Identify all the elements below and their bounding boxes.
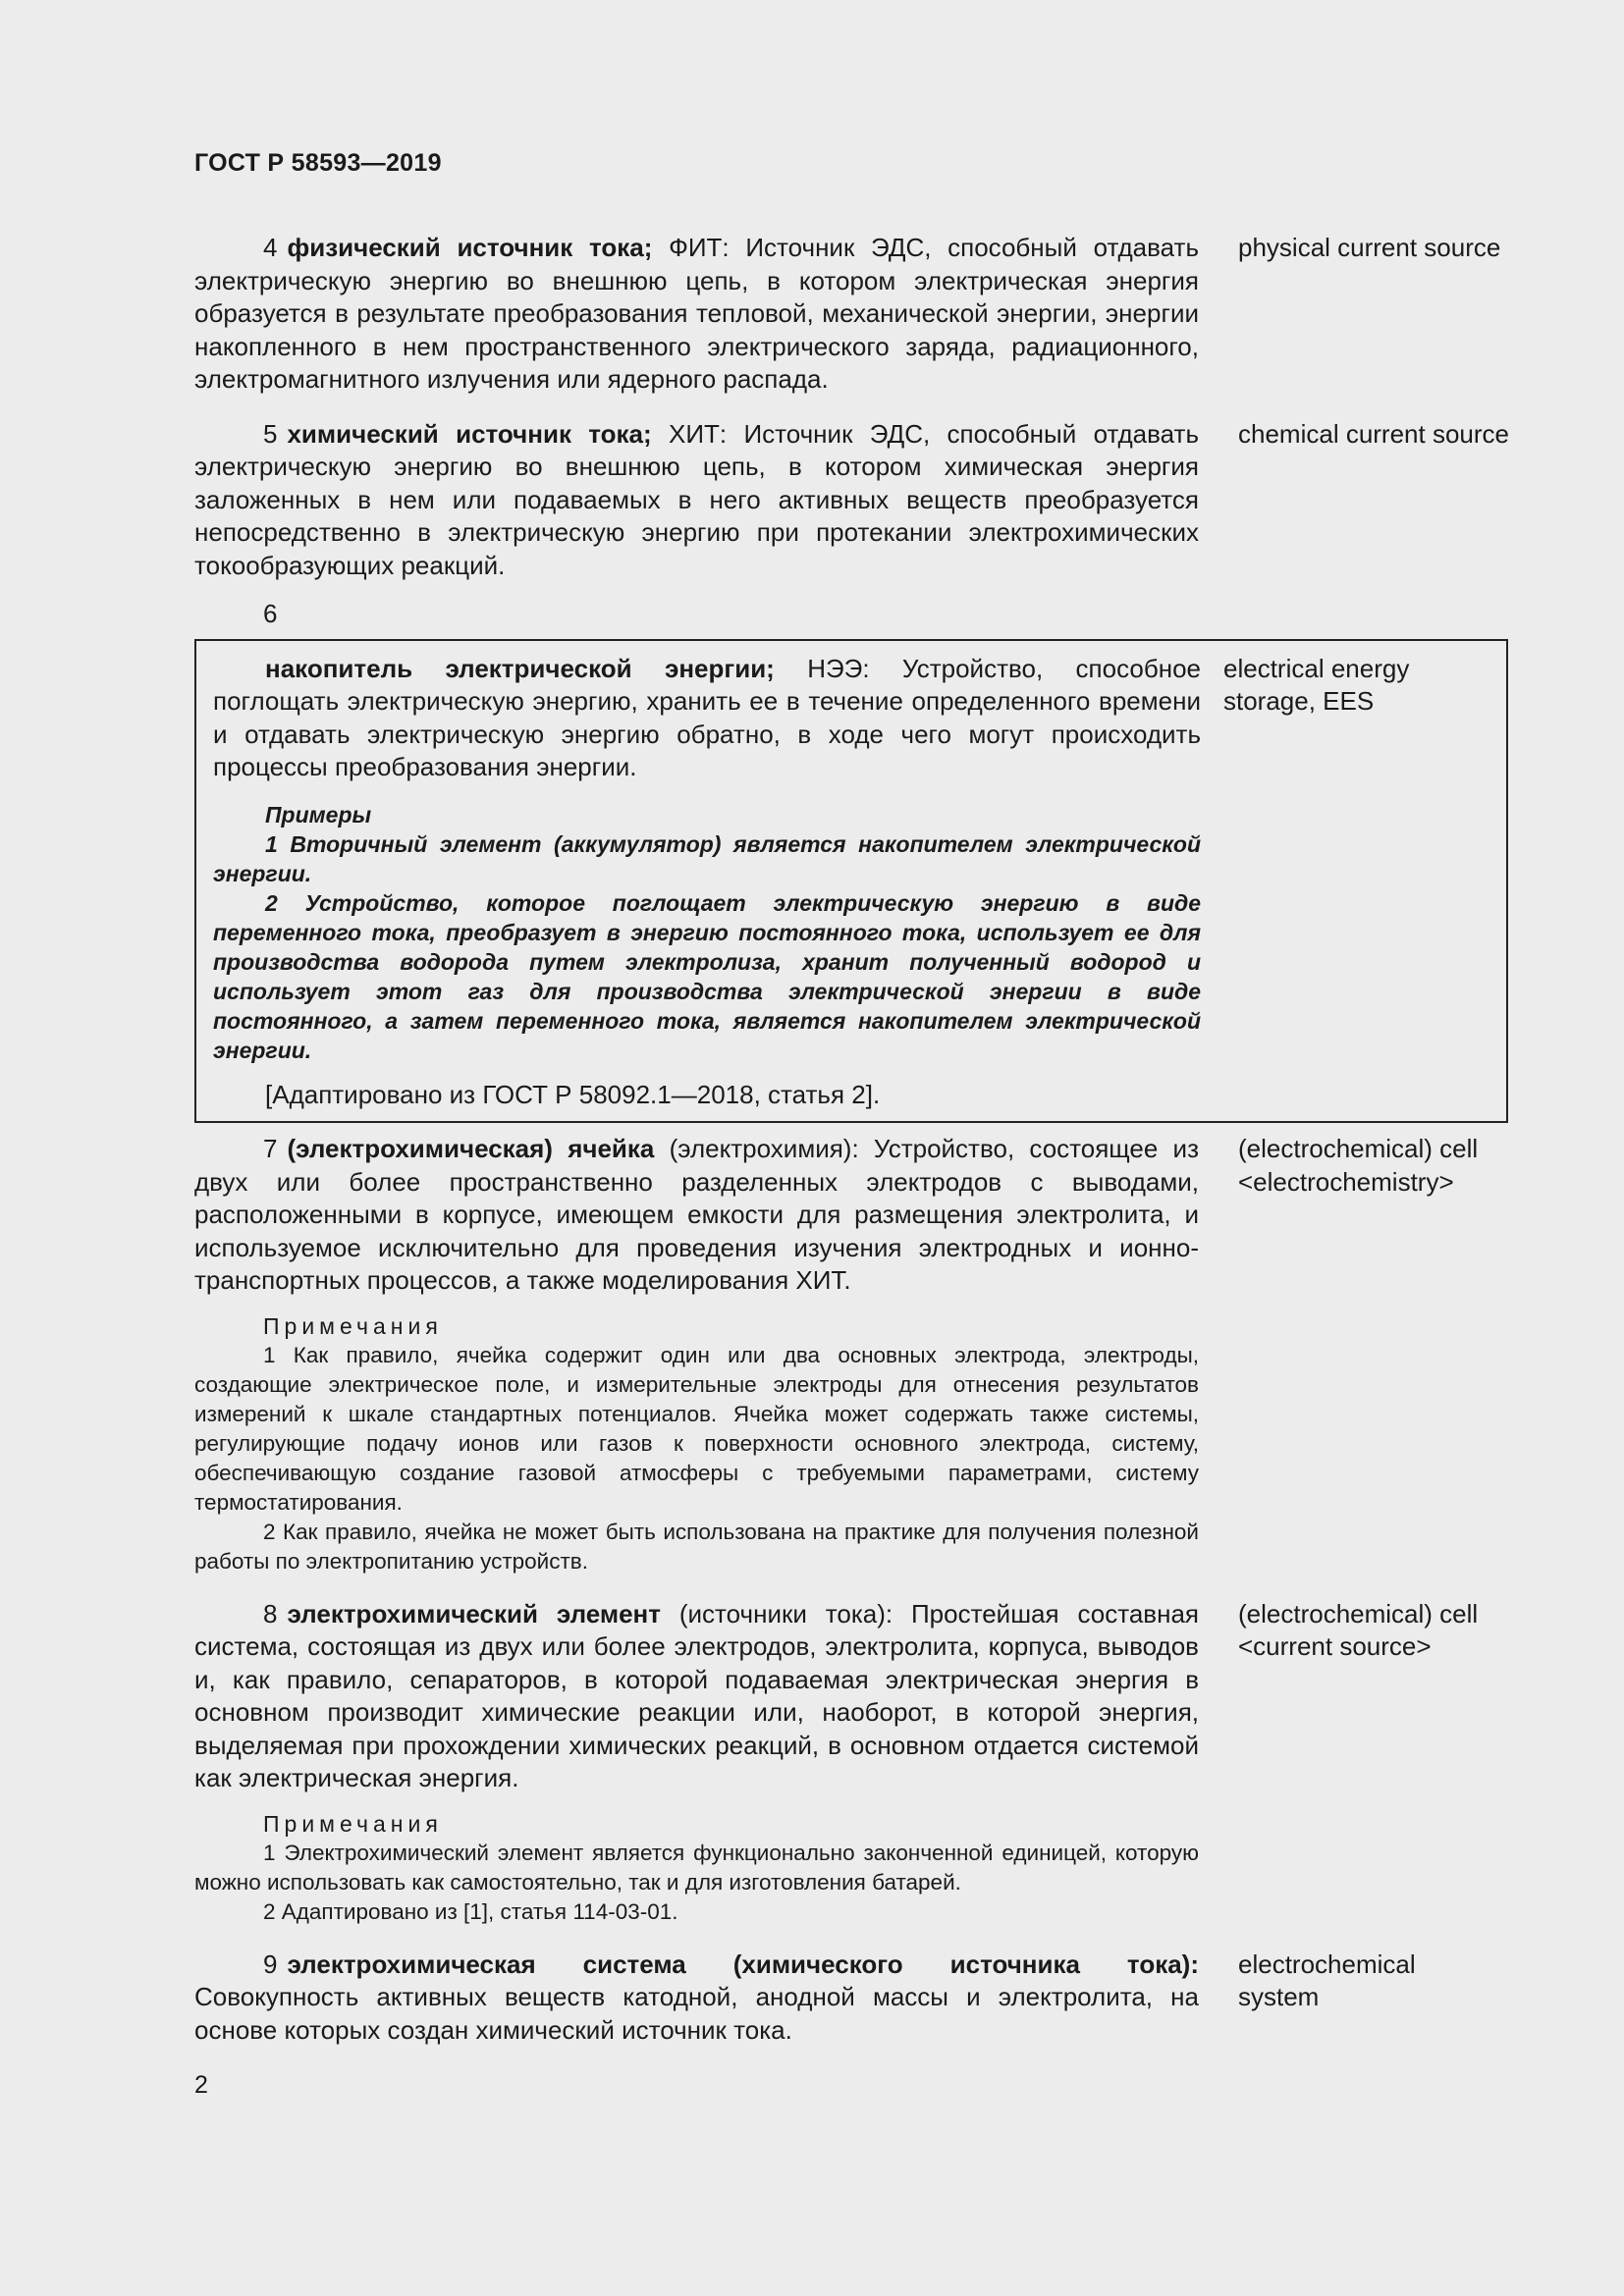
term-definition [194,1598,1199,1795]
note-2: 2 Как правило, ячейка не может быть использована на практике для получения полезной работы по электропитанию устройств. [194,1519,1199,1574]
page-number: 2 [194,2071,208,2099]
terms-list [194,232,1510,2047]
example-1: 1 Вторичный элемент (аккумулятор) является накопителем электрической энергии. [213,830,1201,886]
amended-term-box [194,639,1508,1124]
english-term: (electrochemical) cell [1238,1598,1479,1629]
note-2: 2 Адаптировано из [1], статья 114-03-01. [263,1898,678,1924]
english-equivalent [1238,1949,1523,2014]
term-number: 9 [263,1949,278,1979]
english-equivalent [1238,1598,1523,1664]
note-1: 1 Как правило, ячейка содержит один или два основных электрода, электроды, создающие электрическое поле, и измерительные электроды для отнесения результатов измерений к шкале стандартных потенциалов. Ячейка может содержать также системы, регулирующие подачу ионов или газов к поверхности основного электрода, систему, обеспечивающую создание газовой атмосферы с требуемыми параметрами, систему термостатирования. [194,1342,1199,1515]
term-number: 7 [263,1134,278,1163]
english-domain: <electrochemistry> [1238,1166,1454,1197]
term-name: (электрохимическая) ячейка [287,1134,655,1163]
definition-text: ФИТ: Источник ЭДС, способный отдавать электрическую энергию во внешнюю цепь, в котором электрическая энергия образуется в результате преобразования тепловой, механической энергии, энергии накопленного в нем пространственного электрического заряда, радиационного, электромагнитного излучения или ядерного распада. [194,233,1199,394]
term-number: 5 [263,418,278,449]
term-entry-4 [194,232,1510,397]
english-equivalent: electrical energy storage, EES [1223,653,1410,716]
term-name: накопитель электрической энергии; [265,653,775,683]
term-entry-9 [194,1949,1510,2048]
english-equivalent [1238,1133,1523,1199]
example-2: 2 Устройство, которое поглощает электрическую энергию в виде переменного тока, преобразует в энергию постоянного тока, использует ее для производства водорода путем электролиза, хранит полученный водород и использует этот газ для производства электрической энергии в виде постоянного, а затем переменного тока, является накопителем электрической энергии. [213,889,1201,1063]
term-definition [194,418,1199,583]
english-equivalent: chemical current source [1238,418,1509,449]
source-reference: [Адаптировано из ГОСТ Р 58092.1—2018, статья 2]. [265,1079,881,1109]
definition-text: НЭЭ: Устройство, способное поглощать электрическую энергию, хранить ее в течение определенного времени и отдавать электрическую энергию обратно, в ходе чего могут происходить процессы преобразования энергии. [213,653,1201,781]
term-name: химический источник тока; [287,418,652,449]
english-term: (electrochemical) cell [1238,1134,1479,1163]
term-entry-7 [194,1133,1510,1298]
definition-text: Совокупность активных веществ катодной, анодной массы и электролита, на основе которых создан химический источник тока. [194,1982,1199,2045]
english-domain: <current source> [1238,1631,1432,1661]
term-entry-5 [194,418,1510,583]
term-number-6: 6 [263,599,278,628]
term-number: 4 [263,233,278,262]
term-name: электрохимический элемент [287,1598,661,1629]
note-1: 1 Электрохимический элемент является функционально законченной единицей, которую можно использовать как самостоятельно, так и для изготовления батарей. [194,1840,1199,1895]
term-name: электрохимическая система (химического источника тока): [287,1949,1199,1979]
notes-title: Примечания [263,1810,443,1837]
term-definition [194,1133,1199,1298]
english-term: electrochemical [1238,1949,1416,1979]
term-name: физический источник тока; [287,233,653,262]
definition-text: (электрохимия): Устройство, состоящее из двух или более пространственно разделенных электродов с выводами, расположенными в корпусе, имеющем емкости для размещения электролита, и используемое исключительно для проведения изучения электродных и ионно-транспортных процессов, а также моделирования ХИТ. [194,1134,1200,1295]
english-term-cont: system [1238,1982,1320,2011]
definition-text: ХИТ: Источник ЭДС, способный отдавать электрическую энергию во внешнюю цепь, в котором химическая энергия заложенных в нем или подаваемых в него активных веществ преобразуется непосредственно в электрическую энергию при протекании электрохимических токообразующих реакций. [194,418,1199,580]
notes-title: Примечания [263,1312,443,1339]
definition-text: (источники тока): Простейшая составная система, состоящая из двух или более электродов, электролита, корпуса, выводов и, как правило, сепараторов, в которой подаваемая электрическая энергия в основном производит химические реакции или, наоборот, в которой энергия, выделяемая при прохождении химических реакций, в основном отдается системой как электрическая энергия. [194,1598,1200,1792]
term-entry-8 [194,1598,1510,1795]
term-definition [213,653,1201,784]
term-definition [194,232,1199,397]
document-header: ГОСТ Р 58593—2019 [194,149,442,177]
term-definition [194,1949,1199,2048]
term-number: 8 [263,1598,278,1629]
examples-title: Примеры [265,801,372,828]
english-equivalent: physical current source [1238,233,1501,262]
